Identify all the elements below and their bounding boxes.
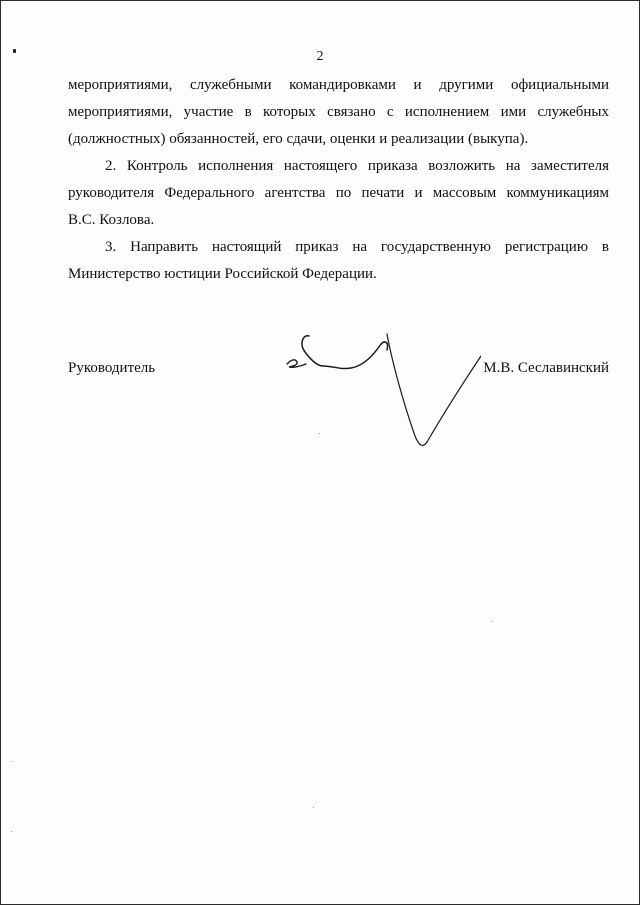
paragraph-line: руководителя Федерального агентства по печати и массовым коммуникациям: [68, 185, 609, 201]
page-number: 2: [316, 49, 324, 64]
scan-artifact: [491, 621, 492, 622]
paragraph-line: 2. Контроль исполнения настоящего приказа возложить на заместителя: [105, 158, 609, 174]
paragraph-line: Министерство юстиции Российской Федерации.: [68, 266, 377, 282]
scan-artifact: [11, 761, 12, 762]
document-body: [68, 72, 609, 288]
paragraph-line: мероприятиями, служебными командировками и другими официальными: [68, 77, 609, 93]
paragraph-line: мероприятиями, участие в которых связано с исполнением ими служебных: [68, 104, 609, 120]
paragraph-line: (должностных) обязанностей, его сдачи, оценки и реализации (выкупа).: [68, 131, 529, 147]
paragraph-line: 3. Направить настоящий приказ на государственную регистрацию в: [105, 239, 609, 255]
signatory-name: М.В. Сеславинский: [483, 360, 609, 376]
signatory-position: Руководитель: [68, 360, 156, 376]
handwritten-signature: [281, 326, 481, 456]
scan-artifact: [313, 807, 314, 808]
scan-artifact: [11, 831, 12, 832]
paragraph-line: В.С. Козлова.: [68, 212, 155, 228]
